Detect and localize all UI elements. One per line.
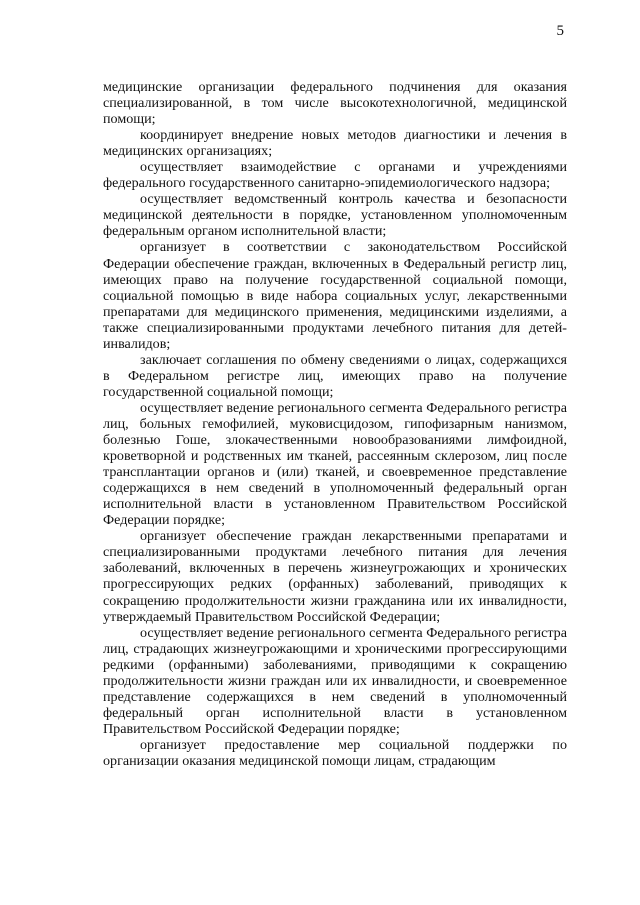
page-number: 5	[556, 23, 564, 39]
paragraph: осуществляет ведение регионального сегмента Федерального регистра лиц, страдающих жизнеугрожающими и хроническими прогрессирующими редкими (орфанными) заболеваниями, приводящими к сокращению продолжительности жизни граждан или их инвалидности, и своевременное представление содержащихся в нем сведений в уполномоченный федеральный орган исполнительной власти в установленном Правительством Российской Федерации порядке;	[103, 624, 567, 737]
paragraph-continuation: медицинские организации федерального подчинения для оказания специализированной, в том числе высокотехнологичной, медицинской помощи;	[103, 79, 567, 128]
paragraph: организует в соответствии с законодательством Российской Федерации обеспечение граждан, включенных в Федеральный регистр лиц, имеющих право на получение государственной социальной помощи, социальной помощью в виде набора социальных услуг, лекарственными препаратами для медицинского применения, медицинскими изделиями, а также специализированными продуктами лечебного питания для детей-инвалидов;	[103, 239, 567, 352]
paragraph: осуществляет ведомственный контроль качества и безопасности медицинской деятельности в порядке, установленном уполномоченным федеральным органом исполнительной власти;	[103, 191, 567, 240]
paragraph: координирует внедрение новых методов диагностики и лечения в медицинских организациях;	[103, 127, 567, 160]
paragraph: заключает соглашения по обмену сведениями о лицах, содержащихся в Федеральном регистре лиц, имеющих право на получение государственной социальной помощи;	[103, 351, 567, 400]
paragraph: осуществляет взаимодействие с органами и учреждениями федерального государственного санитарно-эпидемиологического надзора;	[103, 159, 567, 192]
paragraph: организует предоставление мер социальной поддержки по организации оказания медицинской помощи лицам, страдающим	[103, 736, 567, 769]
body-text	[103, 79, 567, 769]
paragraph: организует обеспечение граждан лекарственными препаратами и специализированными продуктами лечебного питания для лечения заболеваний, включенных в перечень жизнеугрожающих и хронических прогрессирующих редких (орфанных) заболеваний, приводящих к сокращению продолжительности жизни гражданина или их инвалидности, утверждаемый Правительством Российской Федерации;	[103, 528, 567, 625]
paragraph: осуществляет ведение регионального сегмента Федерального регистра лиц, больных гемофилией, муковисцидозом, гипофизарным нанизмом, болезнью Гоше, злокачественными новообразованиями лимфоидной, кроветворной и родственных им тканей, рассеянным склерозом, лиц после трансплантации органов и (или) тканей, и своевременное представление содержащихся в нем сведений в уполномоченный федеральный орган исполнительной власти в установленном Правительством Российской Федерации порядке;	[103, 399, 567, 529]
